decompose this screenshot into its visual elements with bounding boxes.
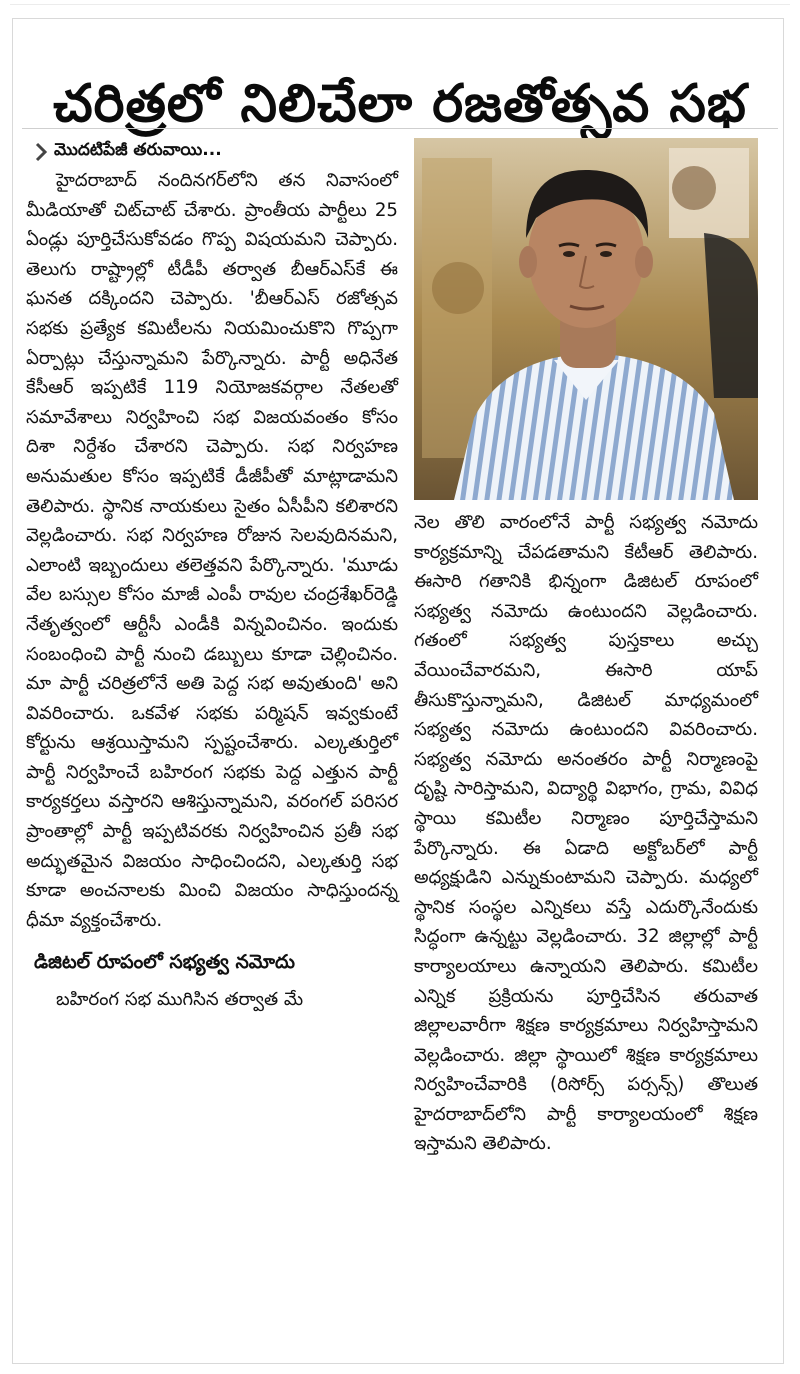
continued-label: మొదటిపేజీ తరువాయి... bbox=[54, 140, 222, 160]
paragraph-2: బహిరంగ సభ ముగిసిన తర్వాత మే bbox=[56, 989, 304, 1011]
paragraph-3: నెల తొలి వారంలోనే పార్టీ సభ్యత్వ నమోదు కార్యక్రమాన్ని చేపడతామని కేటీఆర్ తెలిపారు. ఈసారి గతానికి భిన్నంగా డిజిటల్ రూపంలో సభ్యత్వ నమోదు ఉంటుందని వెల్లడించారు. గతంలో సభ్యత్వ పుస్తకాలు అచ్చు వేయించేవారమని, ఈసారి యాప్ తీసుకొస్తున్నామని, డిజిటల్ మాధ్యమంలో సభ్యత్వ నమోదు ఉంటుందని వివరించారు. సభ్యత్వ నమోదు అనంతరం పార్టీ నిర్మాణంపై దృష్టి సారిస్తామని, విద్యార్థి విభాగం, గ్రామ, వివిధ స్థాయి కమిటీల నిర్మాణం పూర్తిచేస్తామని పేర్కొన్నారు. ఈ ఏడాది అక్టోబర్‌లో పార్టీ అధ్యక్షుడిని ఎన్నుకుంటామని చెప్పారు. మధ్యలో స్థానిక సంస్థల ఎన్నికలు వస్తే ఎదుర్కొనేందుకు సిద్ధంగా ఉన్నట్టు వెల్లడించారు. 32 జిల్లాల్లో పార్టీ కార్యాలయాలు ఉన్నాయని తెలిపారు. కమిటీల ఎన్నిక ప్రక్రియను పూర్తిచేసిన తరువాత జిల్లాలవారీగా శిక్షణ కార్యక్రమాలు నిర్వహిస్తామని వెల్లడించారు. జిల్లా స్థాయిలో శిక్షణ కార్యక్రమాలు నిర్వహించేవారికి (రిసోర్స్ పర్సన్స్) తొలుత హైదరాబాద్‌లోని పార్టీ కార్యాలయంలో శిక్షణ ఇస్తామని తెలిపారు. bbox=[414, 512, 758, 1155]
headline-rule bbox=[22, 128, 778, 129]
headline: చరిత్రలో నిలిచేలా రజతోత్సవ సభ bbox=[53, 74, 747, 135]
top-rule bbox=[10, 4, 790, 5]
portrait-illustration bbox=[414, 138, 758, 500]
paragraph-1: హైదరాబాద్ నందినగర్‌లోని తన నివాసంలో మీడియాతో చిట్‌చాట్ చేశారు. ప్రాంతీయ పార్టీలు 25 ఏండ్లు పూర్తిచేసుకోవడం గొప్ప విషయమని చెప్పారు. తెలుగు రాష్ట్రాల్లో టీడీపీ తర్వాత బీఆర్ఎస్‌కే ఈ ఘనత దక్కిందని చెప్పారు. 'బీఆర్ఎస్ రజోత్సవ సభకు ప్రత్యేక కమిటీలను నియమించుకొని గొప్పగా ఏర్పాట్లు చేస్తున్నామని పేర్కొన్నారు. పార్టీ అధినేత కేసీఆర్ ఇప్పటికే 119 నియోజకవర్గాల నేతలతో సమావేశాలు నిర్వహించి సభ విజయవంతం కోసం దిశా నిర్దేశం చేశారని చెప్పారు. సభ నిర్వహణ అనుమతుల కోసం ఇప్పటికే డీజీపీతో మాట్లాడామని తెలిపారు. స్థానిక నాయకులు సైతం ఏసీపీని కలిశారని వెల్లడించారు. సభ నిర్వహణ రోజున సెలవుదినమని, ఎలాంటి ఇబ్బందులు తలెత్తవని పేర్కొన్నారు. 'మూడు వేల బస్సుల కోసం మాజీ ఎంపీ రావుల చంద్రశేఖర్‌రెడ్డి నేతృత్వంలో ఆర్టీసీ ఎండీకి విన్నవించినం. ఇందుకు సంబంధించి పార్టీ నుంచి డబ్బులు కూడా చెల్లించినం. మా పార్టీ చరిత్రలోనే అతి పెద్ద సభ అవుతుంది' అని వివరించారు. ఒకవేళ సభకు పర్మిషన్ ఇవ్వకుంటే కోర్టును ఆశ్రయిస్తామని స్పష్టంచేశారు. ఎల్కతుర్తిలో పార్టీ నిర్వహించే బహిరంగ సభకు పెద్ద ఎత్తున పార్టీ కార్యకర్తలు వస్తారని ఆశిస్తున్నామని, వరంగల్ పరిసర ప్రాంతాల్లో పార్టీ ఇప్పటివరకు నిర్వహించిన ప్రతీ సభ అద్భుతమైన విజయం సాధించిందని, ఎల్కతుర్తి సభ కూడా అంచనాలకు మించి విజయం సాధిస్తుందన్న ధీమా వ్యక్తంచేశారు. bbox=[26, 170, 398, 931]
chevron-right-icon bbox=[34, 142, 48, 162]
continued-from-front bbox=[34, 138, 398, 166]
subheading: డిజిటల్ రూపంలో సభ్యత్వ నమోదు bbox=[34, 951, 295, 974]
left-column bbox=[26, 138, 398, 1015]
portrait-photo bbox=[414, 138, 758, 500]
right-column bbox=[414, 138, 758, 1159]
